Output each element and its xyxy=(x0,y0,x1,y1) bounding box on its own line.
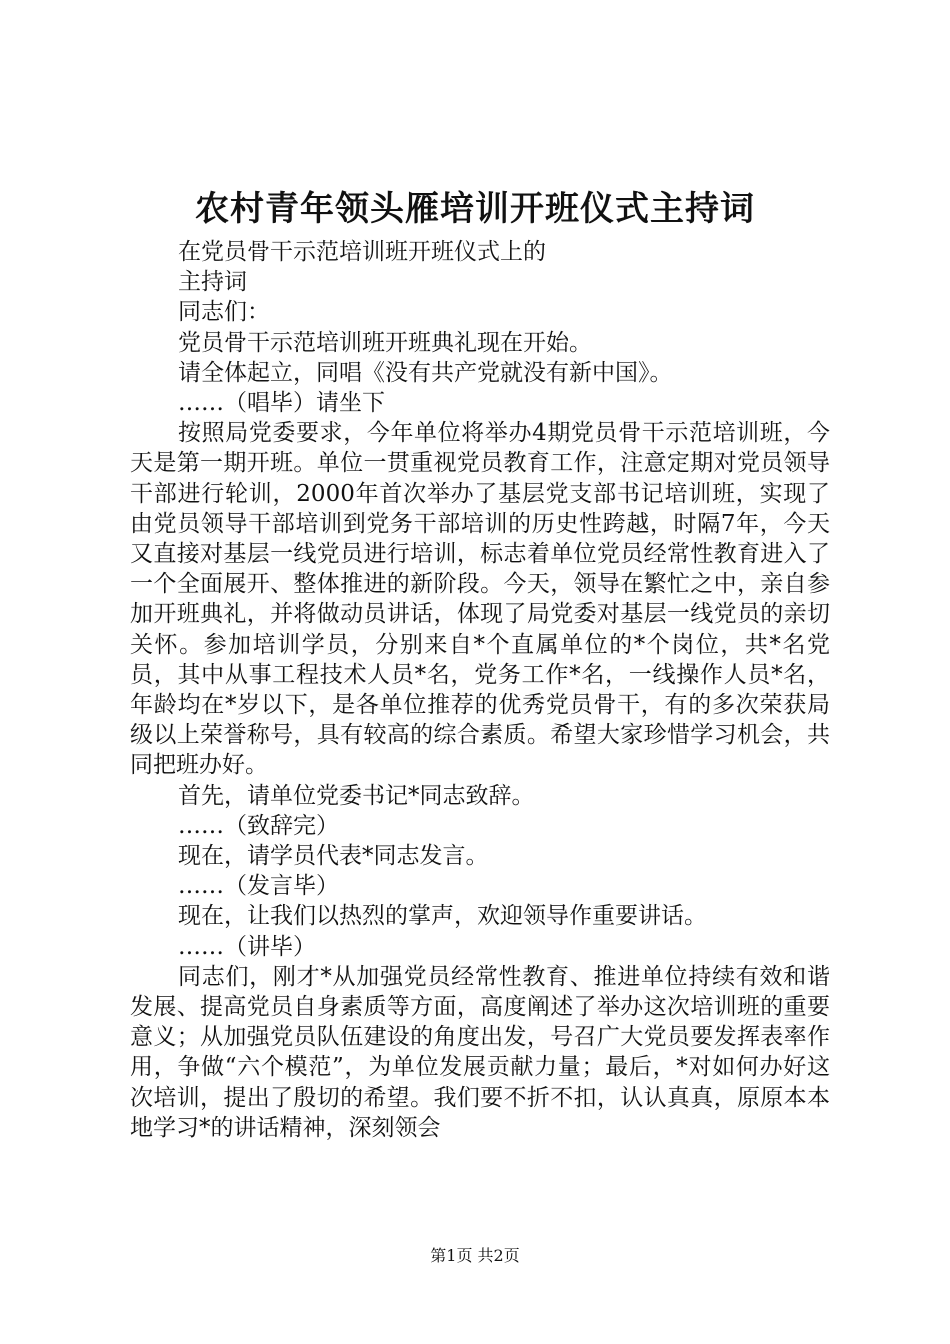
text-line: 党员骨干示范培训班开班典礼现在开始。 xyxy=(178,329,592,356)
text-line: 主持词 xyxy=(178,269,247,296)
document-body xyxy=(130,237,830,1143)
text-line: ……（唱毕）请坐下 xyxy=(178,390,385,417)
page-footer: 第1页 共2页 xyxy=(430,1246,520,1265)
text-line: ……（发言毕） xyxy=(178,873,339,900)
text-line: ……（讲毕） xyxy=(178,933,316,960)
text-line: 同志们： xyxy=(178,299,270,326)
text-line: 首先，请单位党委书记*同志致辞。 xyxy=(178,782,535,809)
text-line: 在党员骨干示范培训班开班仪式上的 xyxy=(178,239,546,265)
document-title: 农村青年领头雁培训开班仪式主持词 xyxy=(195,189,755,229)
body-paragraph: 按照局党委要求，今年单位将举办4期党员骨干示范培训班，今天是第一期开班。单位一贯重视党员教育工作，注意定期对党员领导干部进行轮训，2000年首次举办了基层党支部书记培训班，实现了由党员领导干部培训到党务干部培训的历史性跨越，时隔7年，今天又直接对基层一线党员进行培训，标志着单位党员经常性教育进入了一个全面展开、整体推进的新阶段。今天，领导在繁忙之中，亲自参加开班典礼，并将做动员讲话，体现了局党委对基层一线党员的亲切关怀。参加培训学员，分别来自*个直属单位的*个岗位，共*名党员，其中从事工程技术人员*名，党务工作*名，一线操作人员*名，年龄均在*岁以下，是各单位推荐的优秀党员骨干，有的多次荣获局级以上荣誉称号，具有较高的综合素质。希望大家珍惜学习机会，共同把班办好。 xyxy=(130,420,830,779)
text-line: 请全体起立，同唱《没有共产党就没有新中国》。 xyxy=(178,359,673,386)
text-line: 现在，让我们以热烈的掌声，欢迎领导作重要讲话。 xyxy=(178,903,707,930)
body-paragraph: 同志们，刚才*从加强党员经常性教育、推进单位持续有效和谐发展、提高党员自身素质等方面，高度阐述了举办这次培训班的重要意义；从加强党员队伍建设的角度出发，号召广大党员要发挥表率作用，争做“六个模范”，为单位发展贡献力量；最后，*对如何办好这次培训，提出了殷切的希望。我们要不折不扣，认认真真，原原本本地学习*的讲话精神，深刻领会 xyxy=(130,963,830,1141)
text-line: 现在，请学员代表*同志发言。 xyxy=(178,843,489,870)
text-line: ……（致辞完） xyxy=(178,812,339,839)
